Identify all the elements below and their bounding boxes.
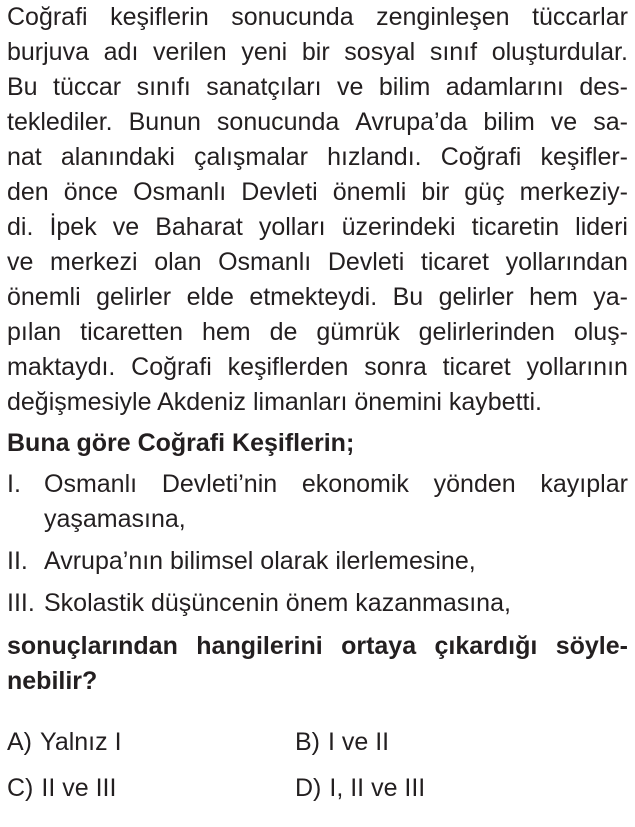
word: yolları	[258, 213, 326, 241]
word: sonuçlarından	[7, 632, 178, 660]
word: çalışmalar	[194, 143, 308, 171]
word: çıkardığı	[434, 632, 538, 660]
text-line	[7, 315, 628, 350]
word: Osmanlı	[218, 248, 312, 276]
answer-option[interactable]	[295, 771, 595, 806]
statement-numeral: II.	[7, 547, 28, 575]
word: hangilerini	[196, 632, 323, 660]
word: ticaretin	[471, 213, 560, 241]
word: des-	[579, 73, 628, 101]
word: Osmanlı	[44, 470, 138, 498]
word: hem	[529, 283, 578, 311]
statement-text	[44, 467, 628, 537]
word: ya-	[593, 283, 628, 311]
text-line	[7, 245, 628, 280]
text-line	[44, 467, 628, 502]
word: gelirler	[96, 283, 172, 311]
word: burjuva	[7, 38, 89, 66]
word: ticaret	[420, 248, 489, 276]
word: değişmesiyle Akdeniz limanları önemini kaybetti.	[7, 388, 542, 416]
word: ve	[550, 108, 578, 136]
text-line	[44, 586, 628, 621]
text-line	[7, 70, 628, 105]
word: gelirlerinden	[418, 318, 555, 346]
word: maktaydı.	[7, 353, 116, 381]
word: gelirler	[438, 283, 514, 311]
word: adamlarını	[445, 73, 564, 101]
word: sonucunda	[231, 3, 354, 31]
answer-letter: B)	[295, 728, 320, 756]
answer-letter: D)	[295, 774, 322, 802]
word: sonucunda	[216, 108, 340, 136]
word: bilim	[378, 73, 431, 101]
word: Devleti	[327, 248, 405, 276]
word: sanatçıları	[206, 73, 322, 101]
word: nebilir?	[7, 667, 98, 695]
text-line	[7, 140, 628, 175]
text-line	[7, 664, 628, 699]
word: Devleti’nin	[161, 470, 278, 498]
text-line	[7, 280, 628, 315]
word: hızlandı.	[327, 143, 422, 171]
statement-numeral: I.	[7, 470, 21, 498]
answer-option[interactable]	[295, 725, 595, 760]
word: Avrupa’da	[355, 108, 468, 136]
word: pılan	[7, 318, 62, 346]
word: Bu	[392, 283, 424, 311]
word: Bunun	[128, 108, 201, 136]
word: söyle-	[555, 632, 628, 660]
statement-text	[44, 544, 628, 579]
word: sonra	[364, 353, 427, 381]
word: oluşturdular.	[491, 38, 628, 66]
word: bir	[421, 178, 450, 206]
word: de	[269, 318, 298, 346]
word: yönden	[433, 470, 516, 498]
word: keşiflerin	[110, 3, 209, 31]
text-line	[7, 175, 628, 210]
word: Skolastik düşüncenin önem kazanmasına,	[44, 589, 511, 617]
word: üzerindeki	[341, 213, 456, 241]
word: önce	[63, 178, 118, 206]
word: ve	[7, 248, 34, 276]
word: Coğrafi	[131, 353, 212, 381]
answer-text: I, II ve III	[329, 774, 426, 802]
word: nat	[7, 143, 42, 171]
word: keşifler-	[540, 143, 628, 171]
word: tüccar	[53, 73, 122, 101]
word: di.	[7, 213, 34, 241]
word: keşiflerden	[227, 353, 349, 381]
text-line	[7, 350, 628, 385]
word: ticaret	[442, 353, 511, 381]
text-line	[7, 210, 628, 245]
answer-option[interactable]	[7, 725, 295, 760]
answer-text: I ve II	[328, 728, 390, 756]
word: oluş-	[573, 318, 628, 346]
word: ortaya	[341, 632, 417, 660]
word: sınıf	[429, 38, 478, 66]
text-line	[44, 502, 628, 537]
answer-text: Yalnız I	[40, 728, 122, 756]
word: yollarının	[526, 353, 628, 381]
word: sınıfı	[136, 73, 191, 101]
word: olan	[154, 248, 202, 276]
word: Coğrafi	[7, 3, 88, 31]
word: Devleti	[241, 178, 318, 206]
word: zenginleşen	[376, 3, 510, 31]
word: güç	[464, 178, 505, 206]
word: merkezi	[50, 248, 138, 276]
text-line	[7, 385, 628, 420]
word: alanındaki	[60, 143, 175, 171]
word: sosyal	[344, 38, 416, 66]
statement-text	[44, 586, 628, 621]
word: etmekteydi.	[249, 283, 378, 311]
question-stem: Buna göre Coğrafi Keşiflerin;	[7, 429, 355, 457]
word: ekonomik	[301, 470, 409, 498]
answer-text: II ve III	[41, 774, 117, 802]
word: lideri	[575, 213, 628, 241]
word: önemli	[7, 283, 81, 311]
word: Baharat	[155, 213, 243, 241]
statement-item	[7, 467, 628, 537]
text-line	[7, 0, 628, 35]
word: önemli	[332, 178, 407, 206]
word: yaşamasına,	[44, 505, 186, 533]
word: yeni	[241, 38, 288, 66]
answer-option[interactable]	[7, 771, 295, 806]
word: ve	[337, 73, 364, 101]
word: Osmanlı	[133, 178, 227, 206]
word: den	[7, 178, 49, 206]
text-line	[7, 629, 628, 664]
statement-numeral: III.	[7, 589, 35, 617]
text-line	[44, 544, 628, 579]
word: İpek	[49, 213, 97, 241]
answer-letter: C)	[7, 774, 34, 802]
word: yollarından	[505, 248, 628, 276]
text-line	[7, 105, 628, 140]
word: elde	[186, 283, 234, 311]
word: Avrupa’nın bilimsel olarak ilerlemesine,	[44, 547, 476, 575]
word: merkeziy-	[519, 178, 628, 206]
question-closing	[7, 629, 628, 699]
statement-item	[7, 544, 628, 579]
word: hem	[201, 318, 251, 346]
word: tüccarlar	[532, 3, 628, 31]
word: bilim	[483, 108, 535, 136]
word: Coğrafi	[440, 143, 522, 171]
question-page	[7, 0, 628, 806]
answer-letter: A)	[7, 728, 32, 756]
word: sa-	[593, 108, 628, 136]
passage	[7, 0, 628, 420]
answer-choices	[7, 725, 628, 806]
word: ve	[112, 213, 140, 241]
word: gümrük	[316, 318, 400, 346]
word: teklediler.	[7, 108, 113, 136]
word: verilen	[153, 38, 227, 66]
word: Bu	[7, 73, 38, 101]
word: ticaretten	[80, 318, 184, 346]
statement-item	[7, 586, 628, 621]
text-line	[7, 35, 628, 70]
statement-list	[7, 467, 628, 621]
word: adı	[103, 38, 139, 66]
word: kayıplar	[540, 470, 628, 498]
word: bir	[301, 38, 330, 66]
